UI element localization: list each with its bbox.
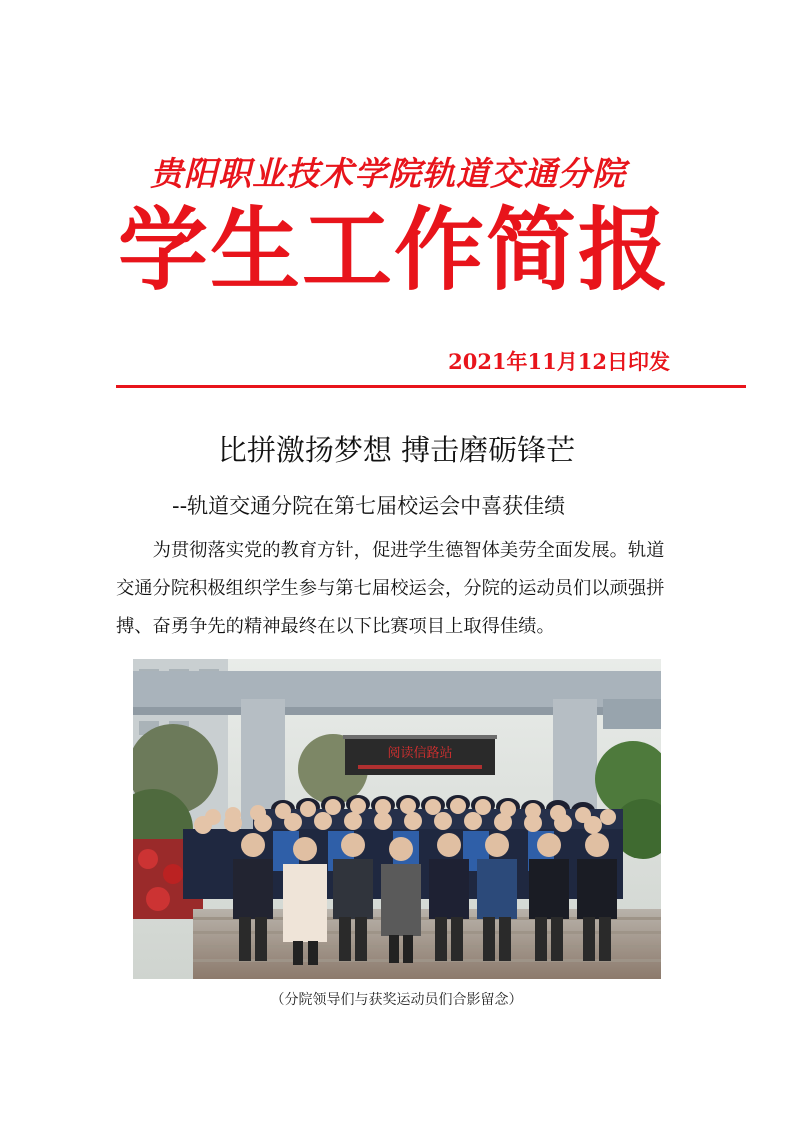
article-body <box>116 532 676 646</box>
masthead-divider <box>116 385 746 388</box>
issue-date: 2021年11月12日印发 <box>448 349 670 374</box>
article-subheadline: --轨道交通分院在第七届校运会中喜获佳绩 <box>172 494 566 518</box>
article-headline: 比拼激扬梦想 搏击磨砺锋芒 <box>217 433 576 467</box>
masthead-subtitle: 贵阳职业技术学院轨道交通分院 <box>150 154 626 193</box>
article-paragraph: 为贯彻落实党的教育方针，促进学生德智体美劳全面发展。轨道交通分院积极组织学生参与第七届校运会，分院的运动员们以顽强拼搏、奋勇争先的精神最终在以下比赛项目上取得佳绩。 <box>116 540 665 637</box>
photo-caption: （分院领导们与获奖运动员们合影留念） <box>270 992 523 1008</box>
sign-text: 阅读信路站 <box>387 746 453 761</box>
masthead-title: 学生工作简报 <box>118 198 670 303</box>
group-photo-image <box>133 659 661 979</box>
group-photo <box>133 659 661 979</box>
